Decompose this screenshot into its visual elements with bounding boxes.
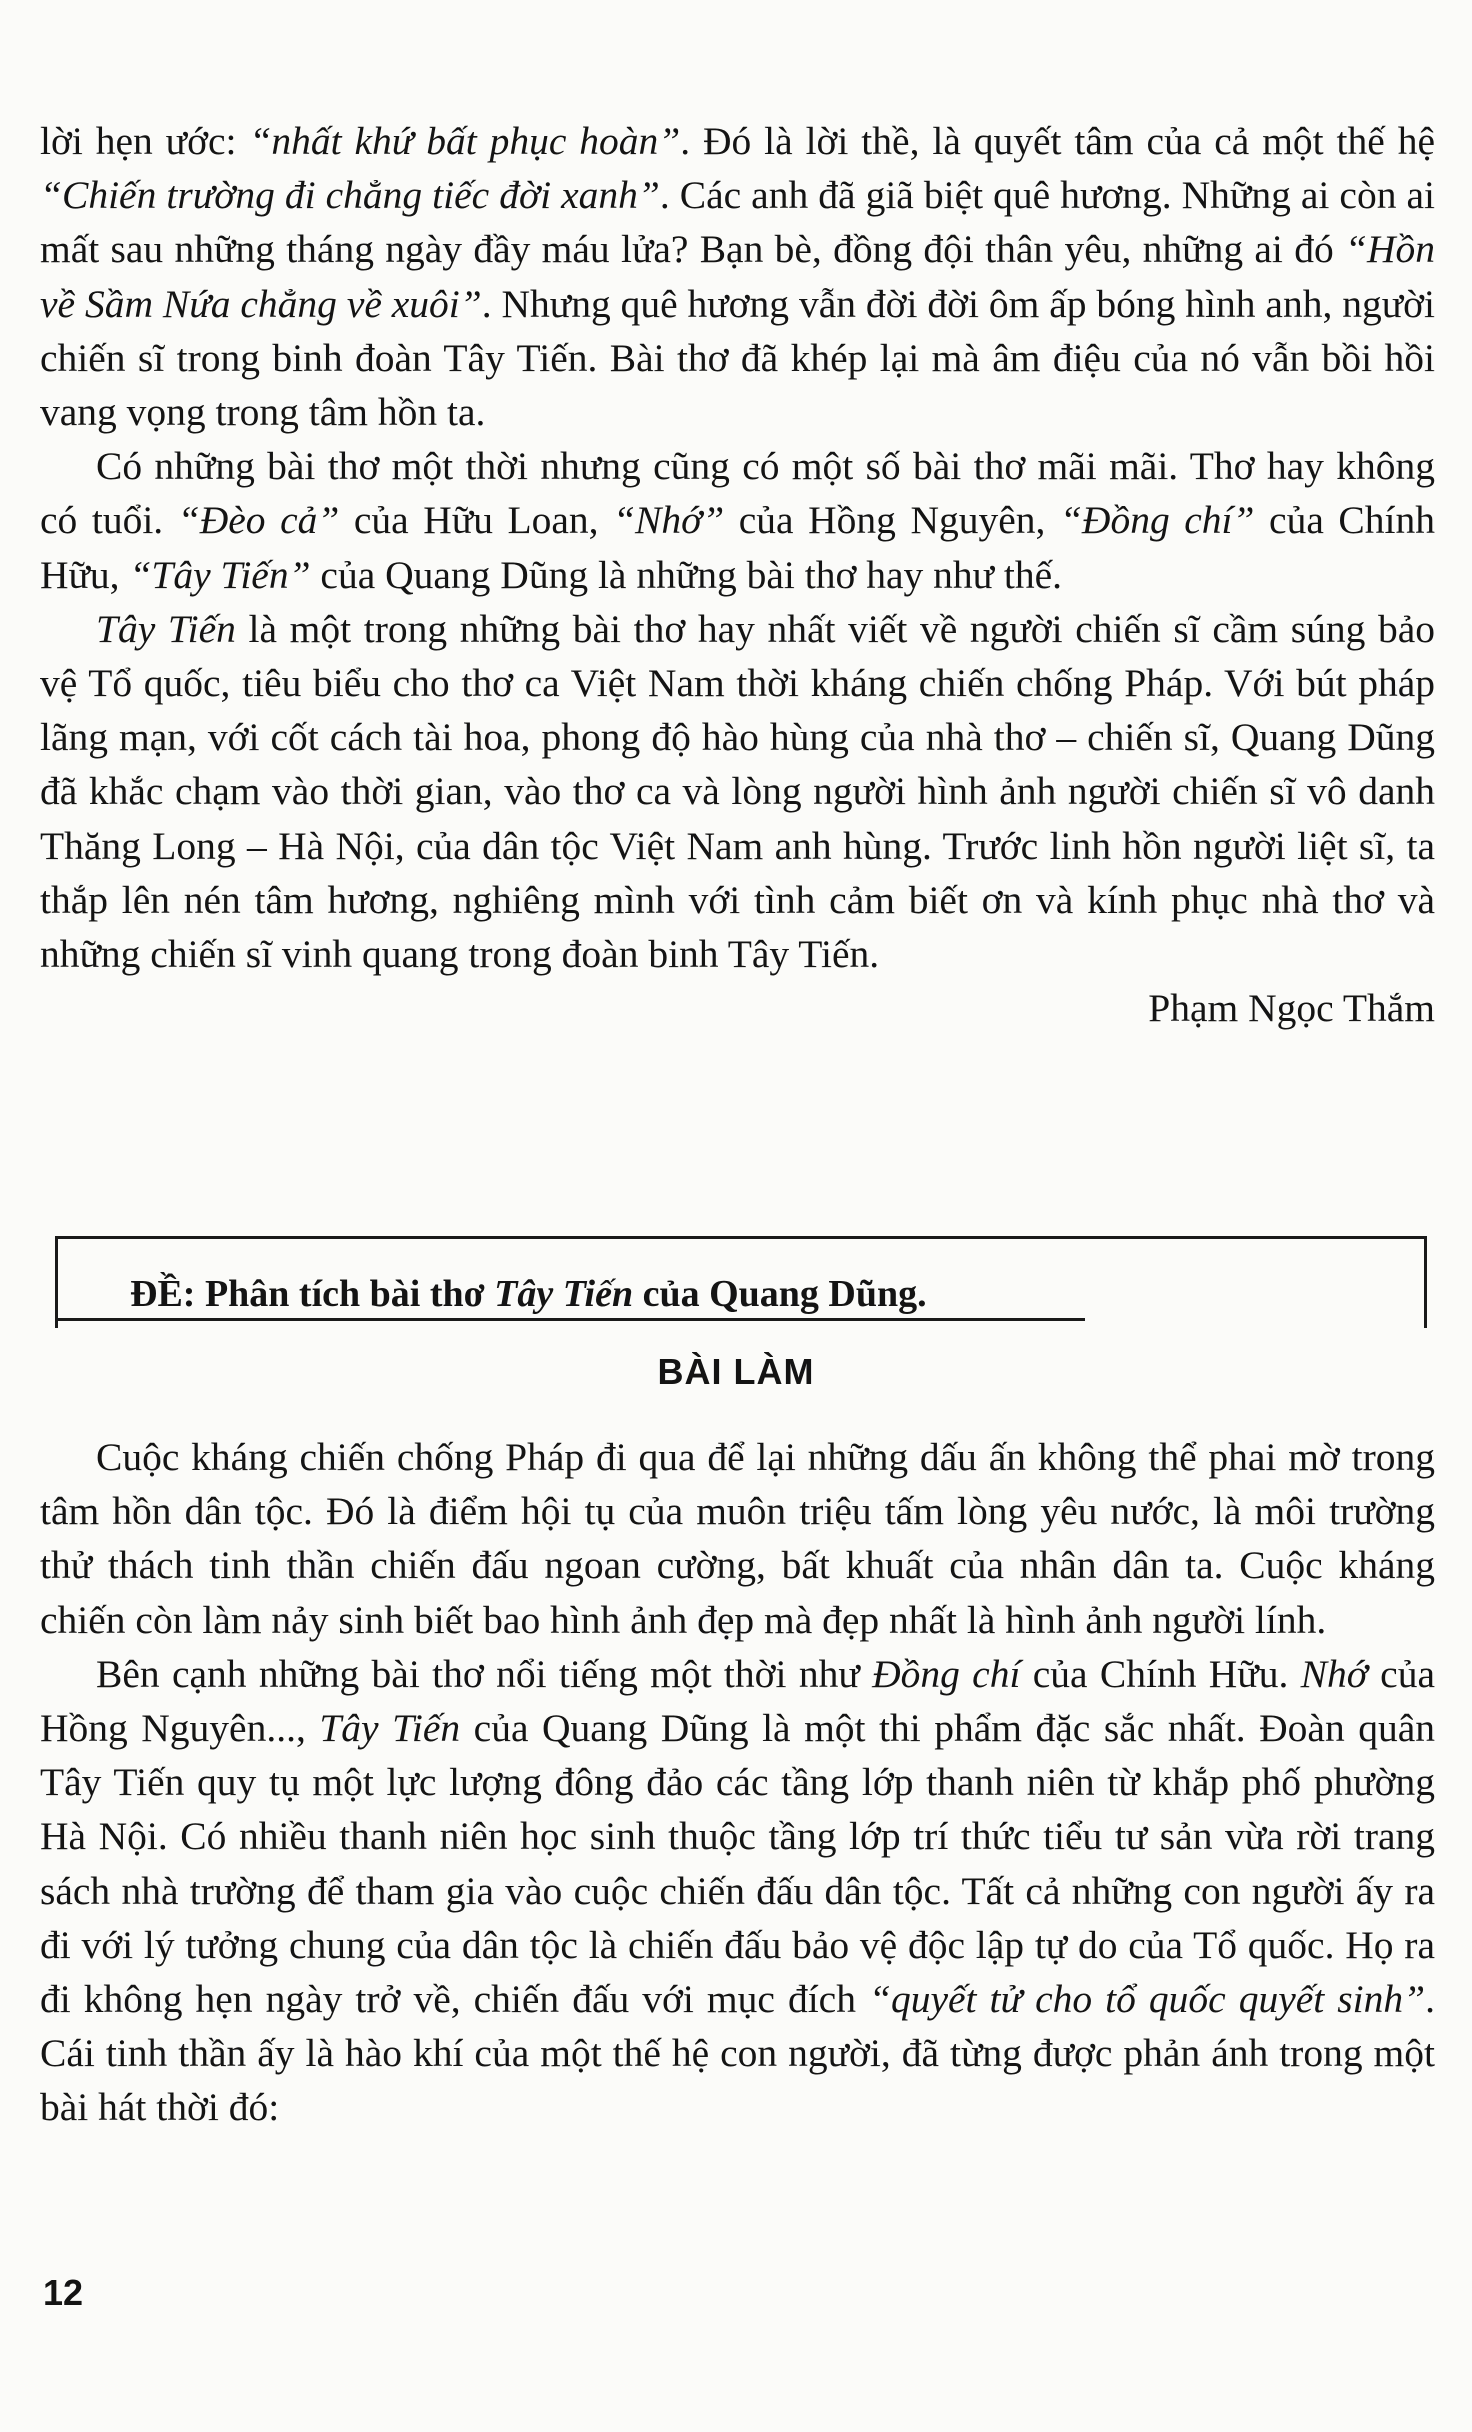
essay-topic: ĐỀ: Phân tích bài thơ Tây Tiến của Quang Dũng. [130,1273,927,1315]
paragraph-timeless-poems: Có những bài thơ một thời nhưng cũng có một số bài thơ mãi mãi. Thơ hay không có tuổi. “Đèo cả” của Hữu Loan, “Nhớ” của Hồng Nguyên, “Đồng chí” của Chính Hữu, “Tây Tiến” của Quang Dũng là những bài thơ hay như thế. [40,444,1435,597]
paragraph-resistance-war: Cuộc kháng chiến chống Pháp đi qua để lại những dấu ấn không thể phai mờ trong tâm hồn dân tộc. Đó là điểm hội tụ của muôn triệu tấm lòng yêu nước, là môi trường thử thách tinh thần chiến đấu ngoan cường, bất khuất của nhân dân ta. Cuộc kháng chiến còn làm nảy sinh biết bao hình ảnh đẹp mà đẹp nhất là hình ảnh người lính. [40,1435,1435,1642]
paragraph-tay-tien-army: Bên cạnh những bài thơ nổi tiếng một thời như Đồng chí của Chính Hữu. Nhớ của Hồng Nguyên..., Tây Tiến của Quang Dũng là một thi phẩm đặc sắc nhất. Đoàn quân Tây Tiến quy tụ một lực lượng đông đảo các tầng lớp thanh niên từ khắp phố phường Hà Nội. Có nhiều thanh niên học sinh thuộc tầng lớp trí thức tiểu tư sản vừa rời trang sách nhà trường để tham gia vào cuộc chiến đấu dân tộc. Tất cả những con người ấy ra đi với lý tưởng chung của dân tộc là chiến đấu bảo vệ độc lập tự do của Tổ quốc. Họ ra đi không hẹn ngày trở về, chiến đấu với mục đích “quyết tử cho tổ quốc quyết sinh”. Cái tinh thần ấy là hào khí của một thế hệ con người, đã từng được phản ánh trong một bài hát thời đó: [40,1651,1435,2130]
paragraph-closing-essay: lời hẹn ước: “nhất khứ bất phục hoàn”. Đó là lời thề, là quyết tâm của cả một thế hệ “Chiến trường đi chẳng tiếc đời xanh”. Các anh đã giã biệt quê hương. Những ai còn ai mất sau những tháng ngày đầy máu lửa? Bạn bè, đồng đội thân yêu, những ai đó “Hồn về Sầm Nứa chẳng về xuôi”. Nhưng quê hương vẫn đời đời ôm ấp bóng hình anh, người chiến sĩ trong binh đoàn Tây Tiến. Bài thơ đã khép lại mà âm điệu của nó vẫn bồi hồi vang vọng trong tâm hồn ta. [40,119,1435,435]
paragraph-tay-tien-tribute: Tây Tiến là một trong những bài thơ hay nhất viết về người chiến sĩ cầm súng bảo vệ Tổ quốc, tiêu biểu cho thơ ca Việt Nam thời kháng chiến chống Pháp. Với bút pháp lãng mạn, với cốt cách tài hoa, phong độ hào hùng của nhà thơ – chiến sĩ, Quang Dũng đã khắc chạm vào thời gian, vào thơ ca và lòng người hình ảnh người chiến sĩ vô danh Thăng Long – Hà Nội, của dân tộc Việt Nam anh hùng. Trước linh hồn người liệt sĩ, ta thắp lên nén tâm hương, nghiêng mình với tình cảm biết ơn và kính phục nhà thơ và những chiến sĩ vinh quang trong đoàn binh Tây Tiến. [40,606,1436,977]
topic-underline [55,1318,1085,1321]
upper-text-block [40,114,1435,1035]
author-signature: Phạm Ngọc Thắm [1148,986,1435,1031]
lower-text-block [40,1430,1435,2135]
section-heading: BÀI LÀM [657,1351,815,1392]
page-number: 12 [43,2272,84,2313]
